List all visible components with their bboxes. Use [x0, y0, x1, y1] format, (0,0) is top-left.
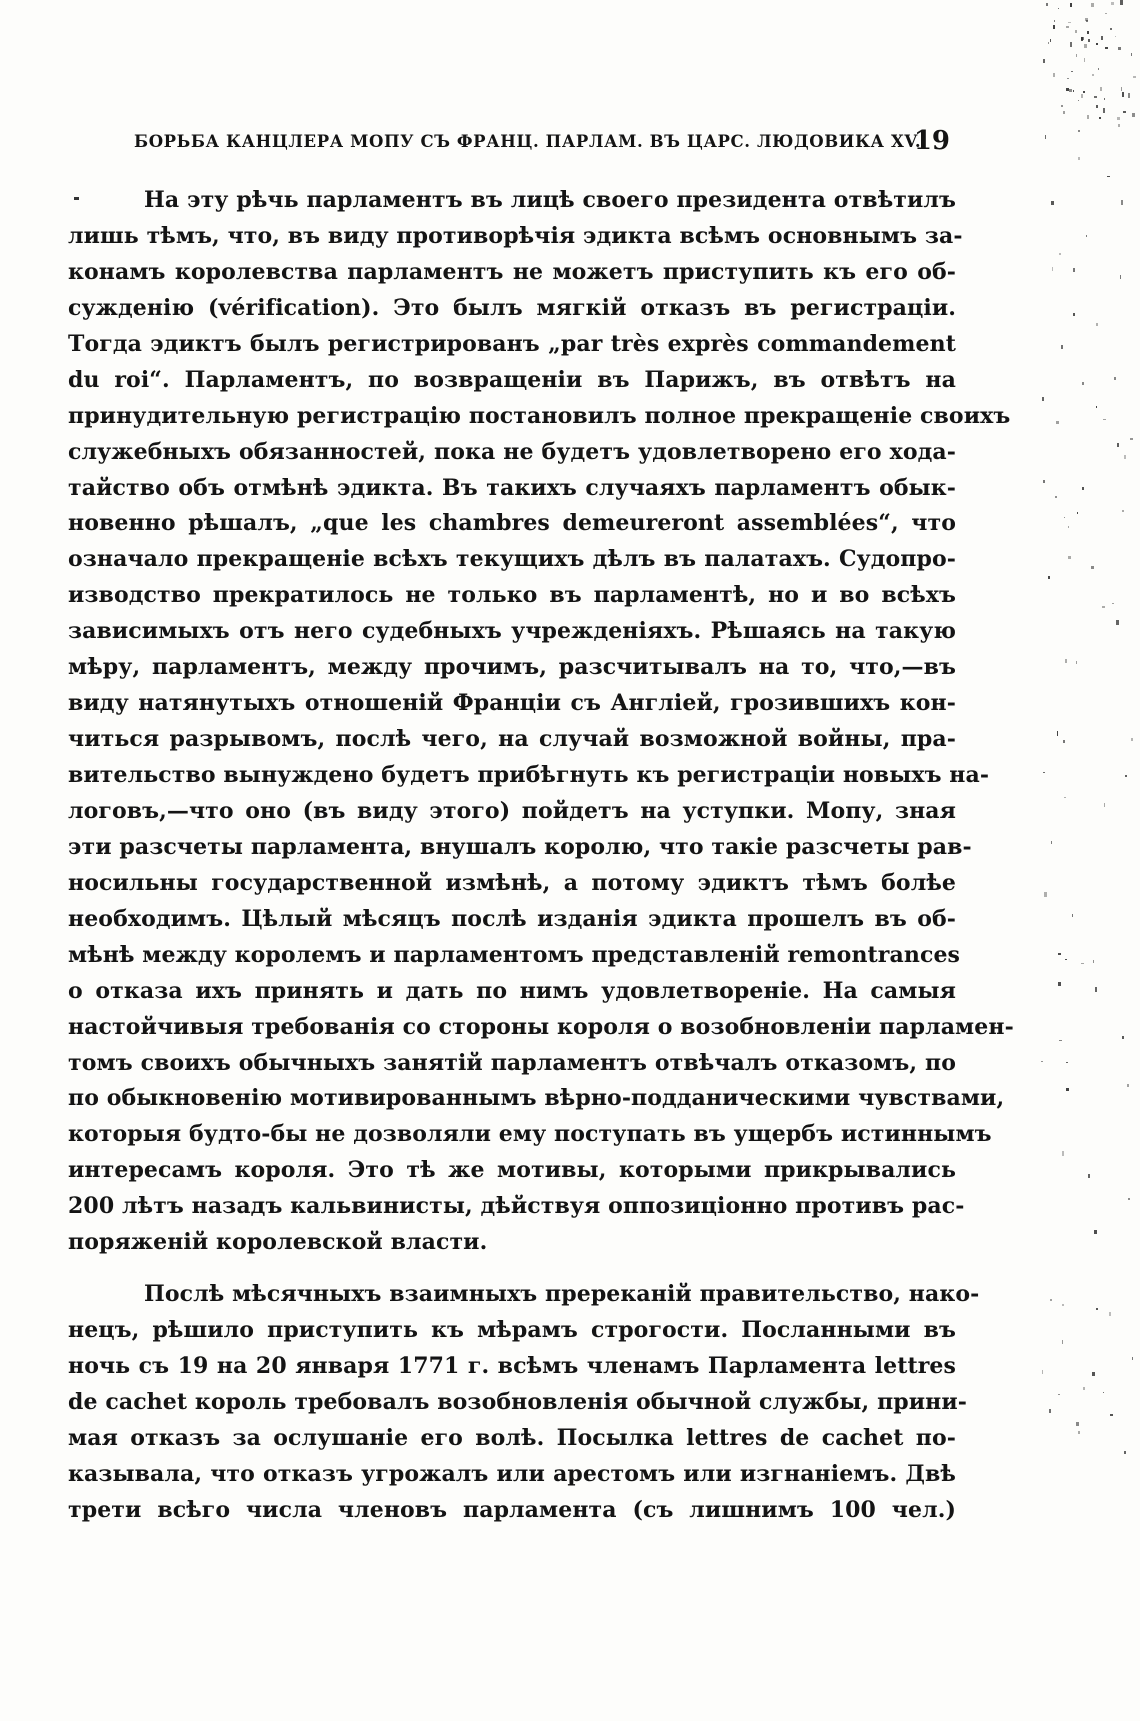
scan-speck	[1042, 397, 1043, 401]
text-line: На эту рѣчь парламентъ въ лицѣ своего президента отвѣтилъ	[144, 187, 956, 213]
scan-speck	[1068, 526, 1069, 527]
scan-speck	[1059, 253, 1061, 255]
text-line: поряженій королевской власти.	[68, 1229, 488, 1256]
text-line: служебныхъ обязанностей, пока не будетъ удовлетворено его хода-	[68, 438, 956, 465]
scan-speck	[1049, 1409, 1051, 1413]
scan-speck	[1102, 606, 1105, 608]
scan-speck	[1048, 42, 1049, 44]
scan-speck	[1121, 87, 1122, 90]
text-line: носильны государственной измѣнѣ, а потому эдиктъ тѣмъ болѣе	[68, 869, 956, 896]
scan-speck	[1061, 345, 1063, 350]
scan-speck	[1073, 313, 1075, 316]
scan-speck	[1087, 31, 1089, 34]
scan-speck	[1066, 88, 1069, 92]
text-line: зависимыхъ отъ него судебныхъ учрежденіяхъ. Рѣшаясь на такую	[68, 618, 956, 645]
text-line: сужденію (vérification). Это былъ мягкій отказъ въ регистраціи.	[68, 294, 956, 321]
scan-speck	[1128, 93, 1130, 97]
text-line: Тогда эдиктъ былъ регистрированъ „par très exprès commandement	[68, 330, 956, 357]
scan-speck	[1059, 1040, 1061, 1041]
text-line: трети всѣго числа членовъ парламента (съ лишнимъ 100 чел.)	[68, 1496, 956, 1523]
scan-speck	[1086, 235, 1088, 237]
text-line: вительство вынуждено будетъ прибѣгнуть къ регистраціи новыхъ на-	[68, 762, 990, 788]
scan-speck	[1098, 68, 1099, 70]
text-line: интересамъ короля. Это тѣ же мотивы, которыми прикрывались	[68, 1157, 956, 1184]
scan-speck	[1073, 268, 1075, 273]
scan-speck	[1081, 37, 1084, 40]
scan-speck	[1066, 26, 1069, 29]
scan-speck	[1063, 111, 1066, 114]
scan-speck	[1051, 841, 1052, 844]
paragraph-gap	[68, 1261, 956, 1277]
scan-speck	[1121, 200, 1123, 204]
scan-speck	[1058, 982, 1061, 986]
text-line: означало прекращеніе всѣхъ текущихъ дѣлъ въ палатахъ. Судопро-	[68, 546, 956, 573]
scan-speck	[1070, 3, 1072, 7]
scan-speck	[1104, 803, 1105, 807]
scan-speck	[1111, 2, 1114, 6]
scan-speck	[1041, 1061, 1042, 1062]
scan-speck	[1082, 487, 1084, 490]
scan-speck	[1075, 30, 1077, 33]
scan-speck	[1048, 576, 1049, 579]
scan-speck	[1067, 78, 1069, 79]
scan-speck	[1069, 89, 1072, 92]
scan-speck	[1120, 275, 1122, 279]
scan-speck	[1132, 1357, 1133, 1360]
scan-speck	[1068, 22, 1071, 23]
scan-speck	[1088, 39, 1091, 42]
scan-speck	[1084, 58, 1085, 61]
scan-speck	[1103, 419, 1106, 420]
text-line: которыя будто-бы не дозволяли ему поступать въ ущербъ истиннымъ	[68, 1121, 992, 1148]
scan-speck	[1105, 47, 1107, 49]
scan-speck	[1096, 43, 1098, 44]
text-line: по обыкновенію мотивированнымъ вѣрно-подданическими чувствами,	[68, 1085, 1005, 1112]
scan-speck	[1066, 1062, 1068, 1064]
text-line: принудительную регистрацію постановилъ полное прекращеніе своихъ	[68, 402, 1011, 429]
scan-speck	[1122, 510, 1124, 512]
scan-speck	[1043, 480, 1045, 483]
text-line: новенно рѣшалъ, „que les chambres demeureront assemblées“, что	[68, 510, 956, 537]
scan-speck	[1084, 44, 1087, 48]
scan-speck	[1110, 1414, 1113, 1415]
text-line: тайство объ отмѣнѣ эдикта. Въ такихъ случаяхъ парламентъ обык-	[68, 474, 956, 501]
paragraph	[68, 183, 1014, 1261]
scan-speck	[1068, 556, 1071, 559]
scan-speck	[1065, 659, 1066, 663]
scan-speck	[1046, 3, 1048, 6]
paragraph	[68, 1277, 980, 1529]
scan-speck	[1127, 1084, 1129, 1087]
scan-speck	[1120, 0, 1123, 4]
scan-speck	[1114, 377, 1116, 380]
scan-speck	[1118, 124, 1119, 127]
scan-speck	[1085, 18, 1087, 21]
text-line: мая отказъ за ослушаніе его волѣ. Посылка lettres de cachet по-	[68, 1424, 956, 1451]
text-line: изводство прекратилось не только въ парламентѣ, но и во всѣхъ	[68, 582, 956, 609]
scan-speck	[1070, 42, 1071, 47]
scan-speck	[1116, 620, 1119, 624]
scan-speck	[1077, 512, 1078, 514]
scan-speck	[1117, 117, 1119, 120]
text-line: лишь тѣмъ, что, въ виду противорѣчія эдикта всѣмъ основнымъ за-	[68, 222, 963, 249]
scan-speck	[1131, 738, 1134, 741]
scan-speck	[1082, 382, 1083, 385]
scan-speck	[1076, 661, 1077, 663]
scan-speck	[1081, 963, 1084, 965]
scan-speck	[1094, 1230, 1097, 1234]
text-line: мѣнѣ между королемъ и парламентомъ представленій remontrances	[68, 941, 961, 968]
scan-speck	[1088, 1174, 1090, 1179]
scan-speck	[1064, 797, 1066, 798]
scan-speck	[1057, 731, 1058, 736]
scan-speck	[1094, 96, 1096, 98]
scan-speck	[1096, 323, 1098, 326]
scan-speck	[1062, 1304, 1065, 1306]
text-line: 200 лѣтъ назадъ кальвинисты, дѣйствуя оппозиціонно противъ рас-	[68, 1193, 965, 1220]
scan-speck	[1050, 39, 1052, 41]
scan-speck	[1109, 1312, 1111, 1317]
scan-speck	[1058, 8, 1060, 9]
scan-speck	[1078, 130, 1079, 133]
text-line: виду натянутыхъ отношеній Франціи съ Англіей, грозившихъ кон-	[68, 690, 956, 717]
scan-speck	[1062, 1151, 1064, 1156]
scan-speck	[1122, 1036, 1124, 1039]
scan-speck	[1091, 566, 1094, 569]
scan-speck	[1073, 90, 1074, 92]
scan-speck	[1050, 1299, 1052, 1302]
scan-speck	[1101, 36, 1103, 40]
scan-speck	[1042, 1370, 1044, 1373]
scan-speck	[1115, 36, 1116, 38]
text-line: Послѣ мѣсячныхъ взаимныхъ пререканій правительство, нако-	[144, 1281, 980, 1308]
text-line: томъ своихъ обычныхъ занятій парламентъ отвѣчалъ отказомъ, по	[68, 1049, 956, 1076]
scan-speck	[1133, 76, 1136, 78]
scan-speck	[1092, 1372, 1095, 1376]
scan-speck	[1081, 94, 1083, 98]
scan-speck	[1058, 953, 1061, 955]
scan-speck	[1105, 13, 1106, 14]
text-line: конамъ королевства парламентъ не можетъ приступить къ его об-	[68, 258, 956, 285]
scan-speck	[1078, 100, 1080, 101]
scan-speck	[1061, 105, 1063, 107]
scan-speck	[1078, 157, 1079, 160]
running-title: БОРЬБА КАНЦЛЕРА МОПУ СЪ ФРАНЦ. ПАРЛАМ. ВЪ ЦАРС. ЛЮДОВИКА XV.	[134, 132, 922, 151]
text-line: казывала, что отказъ угрожалъ или арестомъ или изгнаніемъ. Двѣ	[68, 1460, 956, 1487]
scan-speck	[1072, 914, 1074, 917]
scan-speck	[1043, 59, 1045, 63]
scan-speck	[1058, 1394, 1061, 1395]
scan-edge-noise	[1020, 0, 1140, 1721]
scan-speck	[1124, 1451, 1126, 1454]
scan-speck	[1066, 1088, 1069, 1091]
scan-speck	[1112, 603, 1114, 605]
scan-speck	[1076, 1422, 1079, 1426]
scan-speck	[1087, 115, 1088, 119]
text-line: нецъ, рѣшило приступить къ мѣрамъ строгости. Посланными въ	[68, 1317, 956, 1344]
scan-speck	[1091, 3, 1094, 7]
scan-speck	[1125, 775, 1127, 777]
scan-speck	[1118, 47, 1120, 50]
scan-speck	[1071, 71, 1073, 72]
page-number: 19	[913, 126, 950, 156]
scan-speck	[1076, 54, 1077, 57]
scan-speck	[1132, 113, 1134, 117]
scan-speck	[1043, 772, 1045, 774]
text-line: необходимъ. Цѣлый мѣсяцъ послѣ изданія эдикта прошелъ въ об-	[68, 905, 956, 932]
scan-speck	[1083, 1387, 1086, 1390]
scan-speck	[1096, 1308, 1098, 1310]
scan-speck	[1093, 960, 1094, 962]
text-line: логовъ,—что оно (въ виду этого) пойдетъ на уступки. Мопу, зная	[68, 797, 956, 824]
text-line: ночь съ 19 на 20 января 1771 г. всѣмъ членамъ Парламента lettres	[68, 1353, 956, 1379]
scan-speck	[1100, 87, 1102, 91]
scan-speck	[1054, 20, 1055, 22]
text-line: эти разсчеты парламента, внушалъ королю, что такіе разсчеты рав-	[68, 833, 972, 860]
scan-speck	[1055, 496, 1058, 498]
text-line: du roi“. Парламентъ, по возвращеніи въ Парижъ, въ отвѣтъ на	[68, 366, 956, 393]
scan-speck	[1130, 438, 1133, 439]
scan-speck	[1110, 28, 1112, 30]
body-text	[68, 183, 1014, 1529]
scan-speck	[1052, 267, 1053, 271]
scan-speck	[1044, 892, 1047, 897]
scan-speck	[1104, 98, 1105, 100]
text-line: о отказа ихъ принять и дать по нимъ удовлетвореніе. На самыя	[68, 977, 956, 1004]
scan-speck	[1131, 53, 1132, 56]
scan-speck	[1117, 443, 1120, 447]
scan-speck	[1123, 111, 1126, 114]
scan-speck	[1128, 1198, 1129, 1200]
scan-speck	[1107, 176, 1109, 177]
scan-speck	[1099, 117, 1100, 119]
scan-speck	[1051, 201, 1054, 205]
scan-speck	[1063, 740, 1065, 744]
scan-speck	[1096, 406, 1097, 408]
scan-speck	[1103, 108, 1105, 113]
text-line: мѣру, парламентъ, между прочимъ, разсчитывалъ на то, что,—въ	[68, 654, 956, 681]
scan-speck	[1064, 517, 1065, 518]
scan-speck	[1053, 73, 1055, 77]
scan-speck	[1124, 455, 1126, 459]
scan-speck	[1103, 1392, 1104, 1393]
scan-speck	[1092, 74, 1094, 76]
scan-speck	[1078, 1431, 1080, 1435]
running-header	[134, 128, 950, 162]
text-line: настойчивыя требованія со стороны короля о возобновленіи парламен-	[68, 1013, 1014, 1040]
scan-speck	[1065, 959, 1067, 960]
text-line: читься разрывомъ, послѣ чего, на случай возможной войны, пра-	[68, 726, 956, 753]
scan-speck	[1096, 105, 1098, 107]
scan-speck	[1053, 25, 1055, 28]
scan-speck	[1062, 1340, 1063, 1344]
scan-speck	[1045, 135, 1047, 139]
scan-speck	[1095, 987, 1098, 992]
scan-speck	[1122, 92, 1125, 97]
scan-speck	[1083, 91, 1085, 93]
text-line: de cachet король требовалъ возобновленія обычной службы, прини-	[68, 1388, 968, 1415]
scan-speck	[1056, 421, 1059, 424]
